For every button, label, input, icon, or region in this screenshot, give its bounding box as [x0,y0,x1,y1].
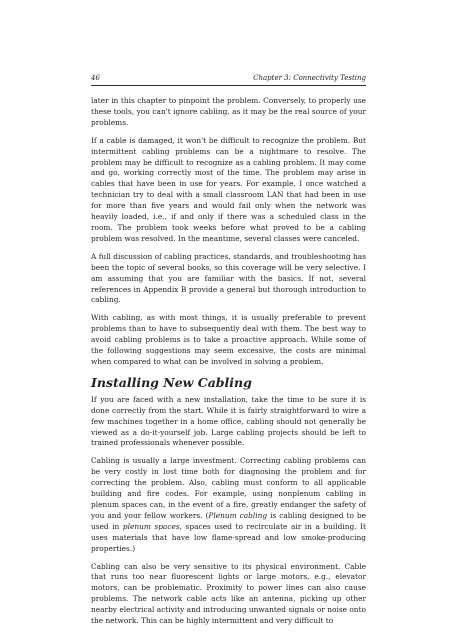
paragraph-text: Cabling is usually a large investment. Correcting cabling problems can be very costly in lost time both for diagnosing the problem and for correcting the problem. Also, cabling must conform to all applicable building and fire codes. For example, using nonplenum cabling in plenum spaces can, in the event of a fire, greatly endanger the safety of you and your fellow workers. ( [91,456,366,520]
paragraph: With cabling, as with most things, it is usually preferable to prevent problems than to have to subsequently deal with them. The best way to avoid cabling problems is to take a proactive approach. While some of the following suggestions may seem excessive, the costs are minimal when compared to what can be involved in solving a problem. [91,313,366,366]
chapter-title: Chapter 3: Connectivity Testing [253,74,366,82]
page-number: 46 [91,74,100,82]
paragraph: later in this chapter to pinpoint the problem. Conversely, to properly use these tools, you can't ignore cabling, as it may be the real source of your problems. [91,96,366,127]
paragraph-text: is cabling designed to be used in [91,510,366,531]
paragraph: If a cable is damaged, it won't be difficult to recognize the problem. But intermittent cabling problems can be a nightmare to resolve. The problem may be difficult to recognize as a cabling problem. It may come and go, working correctly most of the time. The problem may arise in cables that have been in use for years. For example, I once watched a technician try to deal with a small classroom LAN that had been in use for more than five years and would fail only when the network was heavily loaded, i.e., if and only if there was a scheduled class in the room. The problem took weeks before what proved to be a cabling problem was resolved. In the meantime, several classes were canceled. [91,135,366,243]
header-rule [91,85,366,86]
paragraph [91,456,366,554]
paragraph: If you are faced with a new installation, take the time to be sure it is done correctly from the start. While it is fairly straightforward to wire a few machines together in a home office, cabling should not generally be viewed as a do-it-yourself job. Large cabling projects should be left to trained professionals whenever possible. [91,394,366,448]
body-text [91,96,366,634]
section-heading: Installing New Cabling [91,374,252,390]
paragraph: A full discussion of cabling practices, standards, and troubleshooting has been the topic of several books, so this coverage will be very selective. I am assuming that you are familiar with the basics. If not, several references in Appendix B provide a general but thorough introduction to cabling. [91,251,366,305]
term-plenum-spaces: plenum spaces [122,521,180,531]
paragraph-text: , spaces used to recirculate air in a building. It uses materials that have low flame-spread and low smoke-producing properties.) [91,521,367,553]
paragraph: Cabling can also be very sensitive to its physical environment. Cable that runs too near fluorescent lights or large motors, e.g., elevator motors, can be problematic. Proximity to power lines can also cause problems. The network cable acts like an antenna, picking up other nearby electrical activity and introducing unwanted signals or noise onto the network. This can be highly intermittent and very difficult to [91,561,366,626]
term-plenum-cabling: Plenum cabling [208,510,268,520]
